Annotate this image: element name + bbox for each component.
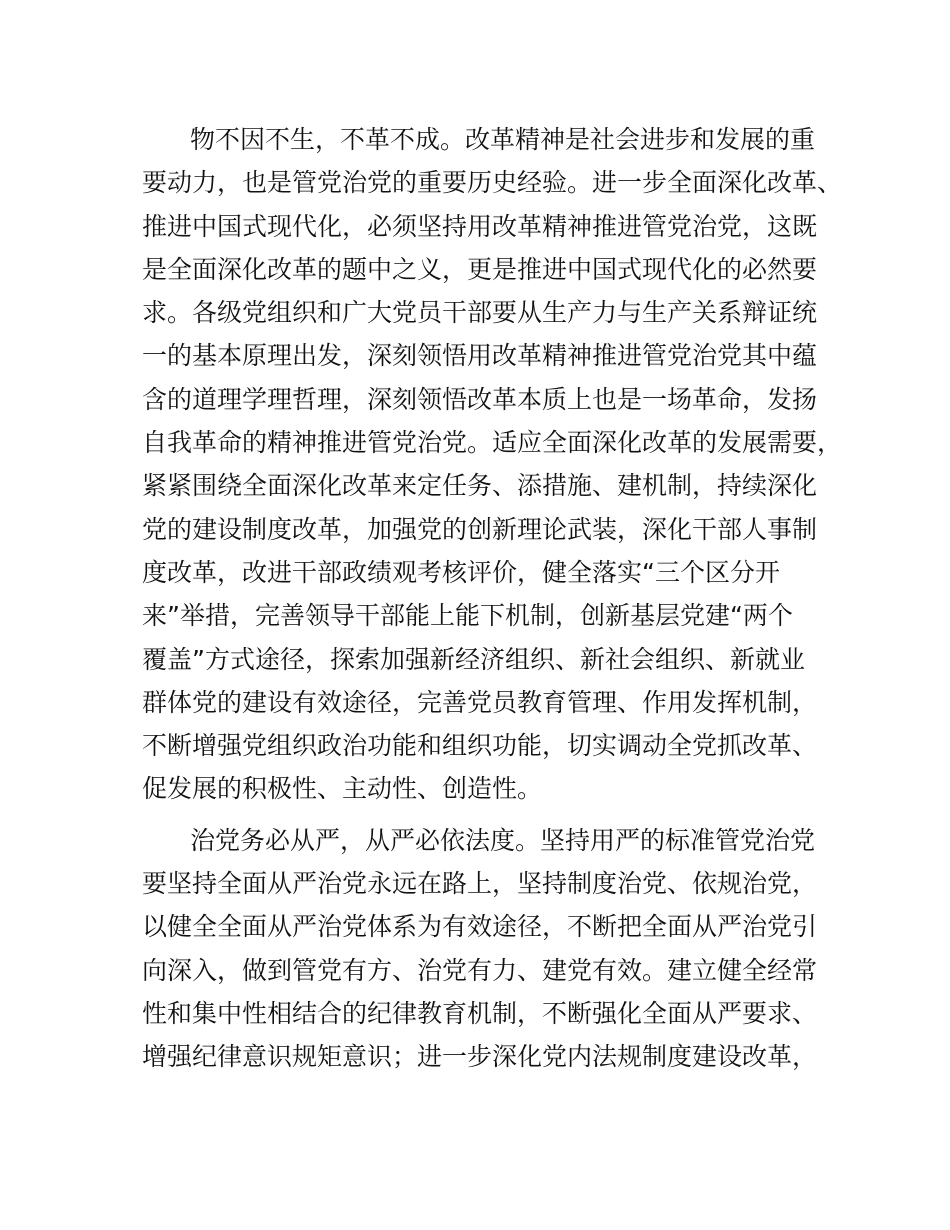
paragraph-1 (142, 118, 843, 811)
text-line: 覆盖”方式途径，探索加强新经济组织、新社会组织、新就业 (142, 644, 805, 674)
text-line: 是全面深化改革的题中之义，更是推进中国式现代化的必然要 (142, 254, 818, 284)
text-line: 一的基本原理出发，深刻领悟用改革精神推进管党治党其中蕴 (142, 341, 818, 371)
text-line: 以健全全面从严治党体系为有效途径，不断把全面从严治党引 (142, 912, 818, 942)
text-line: 性和集中性相结合的纪律教育机制，不断强化全面从严要求、 (142, 998, 818, 1028)
text-line: 来”举措，完善领导干部能上能下机制，创新基层党建“两个 (142, 601, 793, 631)
text-line: 党的建设制度改革，加强党的创新理论武装，深化干部人事制 (142, 514, 818, 544)
text-line: 物不因不生，不革不成。改革精神是社会进步和发展的重 (190, 125, 816, 154)
text-line: 推进中国式现代化，必须坚持用改革精神推进管党治党，这既 (142, 211, 818, 241)
text-line: 要坚持全面从严治党永远在路上，坚持制度治党、依规治党， (142, 869, 818, 899)
text-line: 紧紧围绕全面深化改革来定任务、添措施、建机制，持续深化 (142, 471, 818, 501)
text-line: 度改革，改进干部政绩观考核评价，健全落实“三个区分开 (142, 557, 780, 587)
text-line: 求。各级党组织和广大党员干部要从生产力与生产关系辩证统 (142, 298, 818, 328)
paragraph-2 (142, 819, 822, 1079)
text-line: 要动力，也是管党治党的重要历史经验。进一步全面深化改革、 (142, 168, 843, 198)
text-line: 治党务必从严，从严必依法度。坚持用严的标准管党治党 (190, 825, 816, 855)
text-line: 群体党的建设有效途径，完善党员教育管理、作用发挥机制， (142, 687, 818, 717)
text-line: 增强纪律意识规矩意识；进一步深化党内法规制度建设改革， (142, 1042, 818, 1072)
text-line: 自我革命的精神推进管党治党。适应全面深化改革的发展需要， (142, 428, 843, 458)
text-line: 不断增强党组织政治功能和组织功能，切实调动全党抓改革、 (142, 731, 818, 761)
paragraph-spacer (142, 811, 822, 819)
text-line: 促发展的积极性、主动性、创造性。 (142, 774, 543, 804)
text-line: 向深入，做到管党有方、治党有力、建党有效。建立健全经常 (142, 955, 818, 985)
text-line: 含的道理学理哲理，深刻领悟改革本质上也是一场革命，发扬 (142, 384, 818, 414)
document-body (142, 118, 843, 1079)
